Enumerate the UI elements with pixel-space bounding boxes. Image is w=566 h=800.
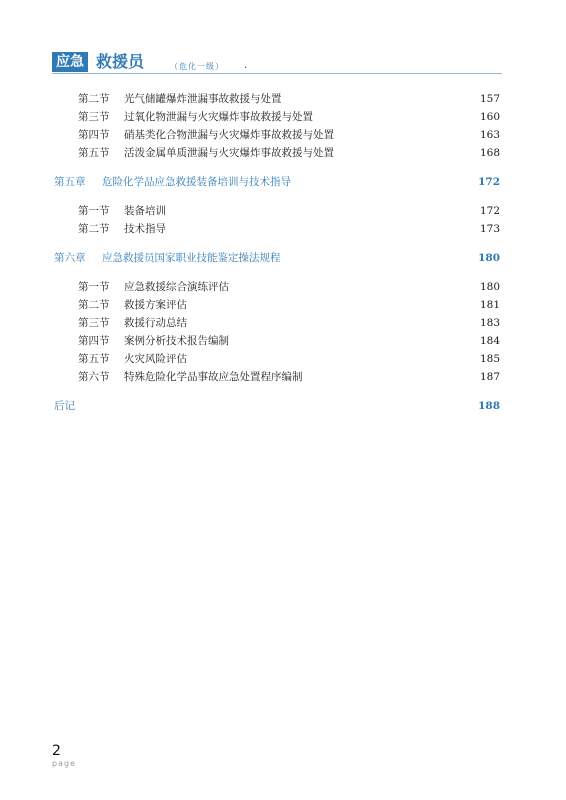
page-number: 2 xyxy=(52,743,61,759)
section-number: 第二节 xyxy=(78,93,110,105)
chapter-number: 第六章 xyxy=(54,252,86,264)
section-page: 157 xyxy=(479,93,500,105)
postscript-page: 188 xyxy=(478,400,500,412)
section-title: 过氧化物泄漏与火灾爆炸事故救援与处置 xyxy=(124,111,313,123)
section-title: 活泼金属单质泄漏与火灾爆炸事故救援与处置 xyxy=(124,147,334,159)
section-number: 第一节 xyxy=(78,281,110,293)
chapter-title: 危险化学品应急救援装备培训与技术指导 xyxy=(102,176,291,188)
section-title: 技术指导 xyxy=(124,223,166,235)
toc-section-row[interactable] xyxy=(54,108,500,126)
section-title: 硝基类化合物泄漏与火灾爆炸事故救援与处置 xyxy=(124,129,334,141)
section-number: 第三节 xyxy=(78,111,110,123)
section-number: 第五节 xyxy=(78,147,110,159)
section-title: 救援方案评估 xyxy=(124,299,187,311)
toc-section-row[interactable] xyxy=(54,368,500,386)
section-number: 第一节 xyxy=(78,205,110,217)
toc-section-row[interactable] xyxy=(54,202,500,220)
section-title: 应急救援综合演练评估 xyxy=(124,281,229,293)
section-page: 163 xyxy=(479,129,500,141)
section-page: 172 xyxy=(479,205,500,217)
page-footer xyxy=(52,744,76,768)
toc-chapter-row[interactable] xyxy=(54,172,500,192)
brand-highlight: 应急 xyxy=(52,52,88,72)
section-title: 特殊危险化学品事故应急处置程序编制 xyxy=(124,371,303,383)
section-title: 火灾风险评估 xyxy=(124,353,187,365)
section-page: 181 xyxy=(479,299,500,311)
book-header xyxy=(52,52,502,76)
brand-title: 救援员 xyxy=(96,52,145,71)
section-number: 第四节 xyxy=(78,335,110,347)
section-title: 案例分析技术报告编制 xyxy=(124,335,229,347)
section-page: 168 xyxy=(479,147,500,159)
chapter-title: 应急救援员国家职业技能鉴定操法规程 xyxy=(102,252,281,264)
toc-section-row[interactable] xyxy=(54,126,500,144)
section-page: 160 xyxy=(479,111,500,123)
section-page: 173 xyxy=(479,223,500,235)
toc-section-row[interactable] xyxy=(54,278,500,296)
toc-section-row[interactable] xyxy=(54,144,500,162)
toc-section-row[interactable] xyxy=(54,314,500,332)
toc-section-row[interactable] xyxy=(54,90,500,108)
chapter-page: 172 xyxy=(478,176,500,188)
toc-postscript-row[interactable] xyxy=(54,396,500,416)
section-number: 第五节 xyxy=(78,353,110,365)
chapter-page: 180 xyxy=(478,252,500,264)
section-number: 第二节 xyxy=(78,299,110,311)
section-page: 187 xyxy=(479,371,500,383)
section-number: 第三节 xyxy=(78,317,110,329)
toc-section-row[interactable] xyxy=(54,332,500,350)
section-title: 装备培训 xyxy=(124,205,166,217)
section-number: 第六节 xyxy=(78,371,110,383)
section-number: 第四节 xyxy=(78,129,110,141)
toc-chapter-row[interactable] xyxy=(54,248,500,268)
section-title: 救援行动总结 xyxy=(124,317,187,329)
toc-section-row[interactable] xyxy=(54,220,500,238)
brand-mark: . xyxy=(244,60,248,71)
chapter-number: 第五章 xyxy=(54,176,86,188)
section-title: 光气储罐爆炸泄漏事故救援与处置 xyxy=(124,93,282,105)
page-label: page xyxy=(52,759,76,768)
section-number: 第二节 xyxy=(78,223,110,235)
header-divider xyxy=(52,73,502,74)
section-page: 180 xyxy=(479,281,500,293)
table-of-contents xyxy=(54,90,500,416)
postscript-title: 后记 xyxy=(54,400,75,412)
toc-section-row[interactable] xyxy=(54,350,500,368)
section-page: 185 xyxy=(479,353,500,365)
section-page: 183 xyxy=(479,317,500,329)
section-page: 184 xyxy=(479,335,500,347)
brand-subtitle: （危化一级） xyxy=(170,62,224,71)
toc-section-row[interactable] xyxy=(54,296,500,314)
